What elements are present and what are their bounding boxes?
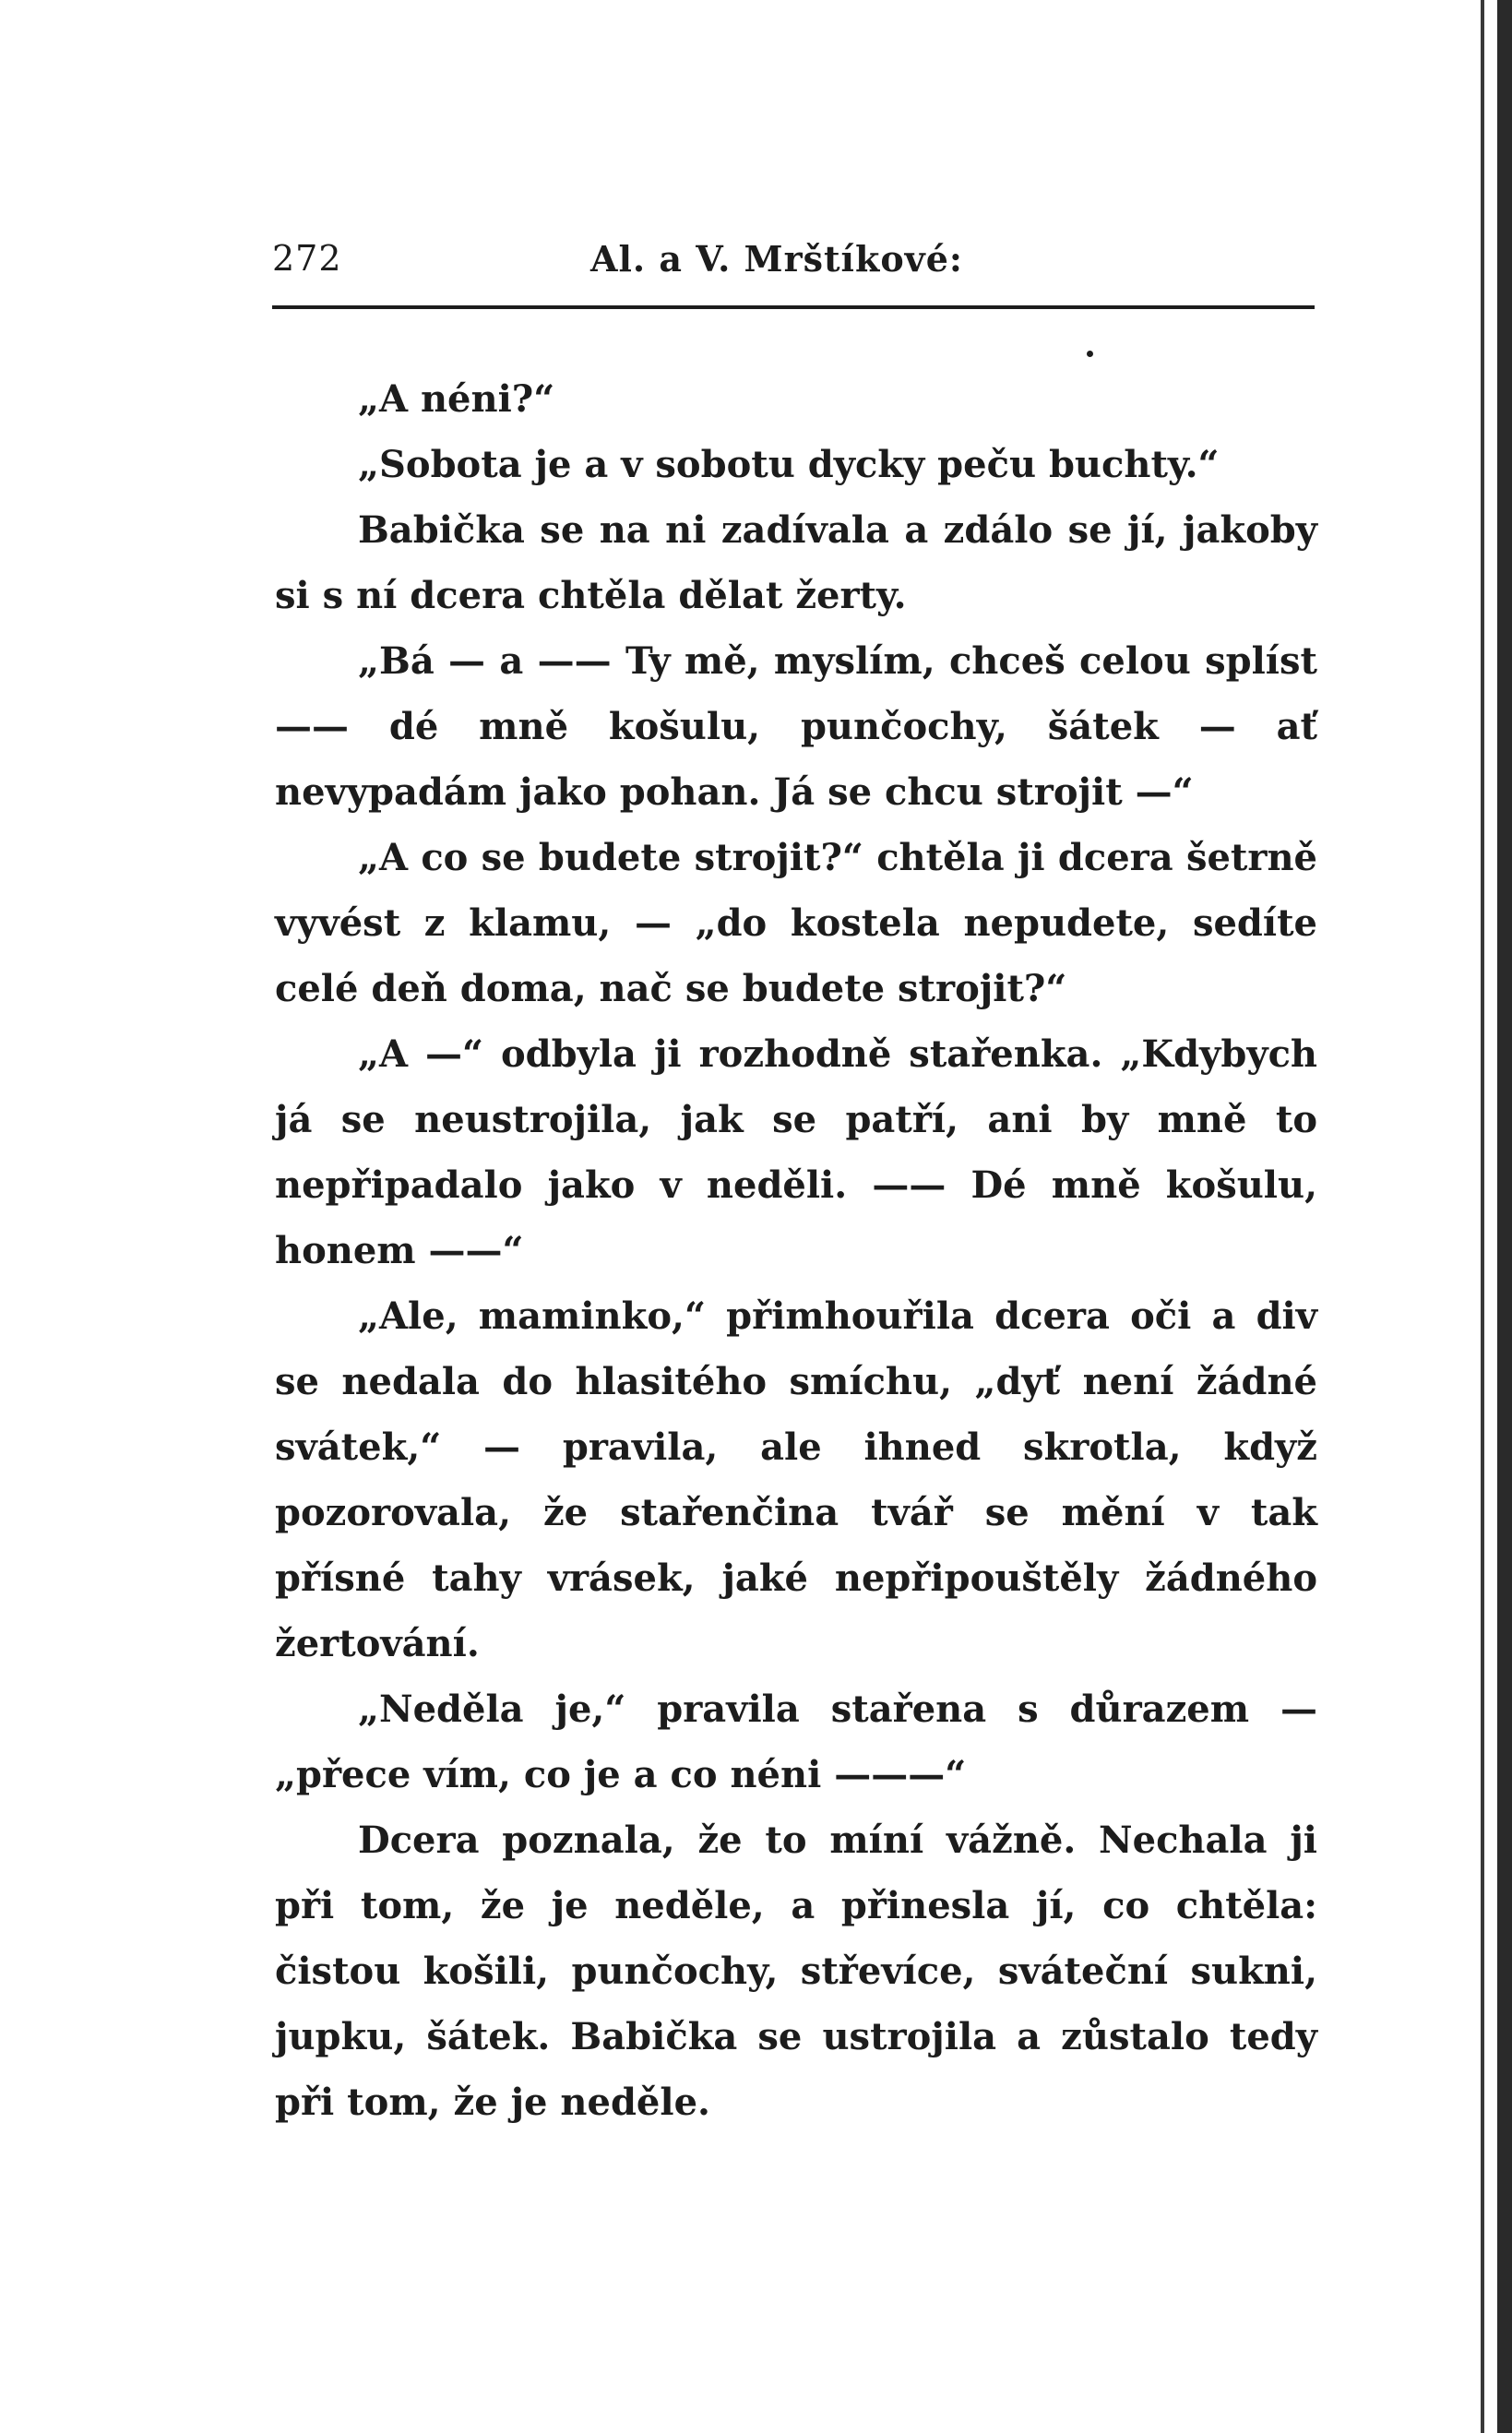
paragraph: „Neděla je,“ pravila stařena s důrazem — „přece vím, co je a co néni ———“ xyxy=(275,1688,1317,1796)
paragraph: „Bá — a —— Ty mě, myslím, chceš celou splíst —— dé mně košulu, punčochy, šátek — ať nevypadám jako pohan. Já se chcu strojit —“ xyxy=(275,639,1317,814)
running-head xyxy=(272,238,1315,293)
paragraph: „Sobota je a v sobotu dycky peču buchty.“ xyxy=(358,443,1220,486)
paragraph: „A —“ odbyla ji rozhodně stařenka. „Kdybych já se neustrojila, jak se patří, ani by mně to nepřipadalo jako v neděli. —— Dé mně košulu, honem ——“ xyxy=(275,1032,1317,1272)
page-edge-line xyxy=(1481,0,1484,2433)
paragraph: „A néni?“ xyxy=(358,377,555,421)
print-speck xyxy=(1087,351,1093,357)
running-title: Al. a V. Mrštíkové: xyxy=(590,238,963,280)
body-text xyxy=(275,366,1317,2135)
header-divider xyxy=(272,305,1315,309)
paragraph: Babička se na ni zadívala a zdálo se jí, jakoby si s ní dcera chtěla dělat žerty. xyxy=(275,508,1317,617)
paragraph: Dcera poznala, že to míní vážně. Nechala ji při tom, že je neděle, a přinesla jí, co chtěla: čistou košili, punčochy, střevíce, sváteční sukni, jupku, šátek. Babička se ustrojila a zůstalo tedy při tom, že je neděle. xyxy=(275,1819,1317,2124)
paragraph: „Ale, maminko,“ přimhouřila dcera oči a div se nedala do hlasitého smíchu, „dyť není žádné svátek,“ — pravila, ale ihned skrotla, když pozorovala, že stařenčina tvář se mění v tak přísné tahy vrásek, jaké nepřipouštěly žádného žertování. xyxy=(275,1294,1317,1665)
page-edge-shadow xyxy=(1497,0,1512,2433)
paragraph: „A co se budete strojit?“ chtěla ji dcera šetrně vyvést z klamu, — „do kostela nepudete, sedíte celé deň doma, nač se budete strojit?“ xyxy=(275,836,1317,1010)
page-number: 272 xyxy=(272,238,342,279)
